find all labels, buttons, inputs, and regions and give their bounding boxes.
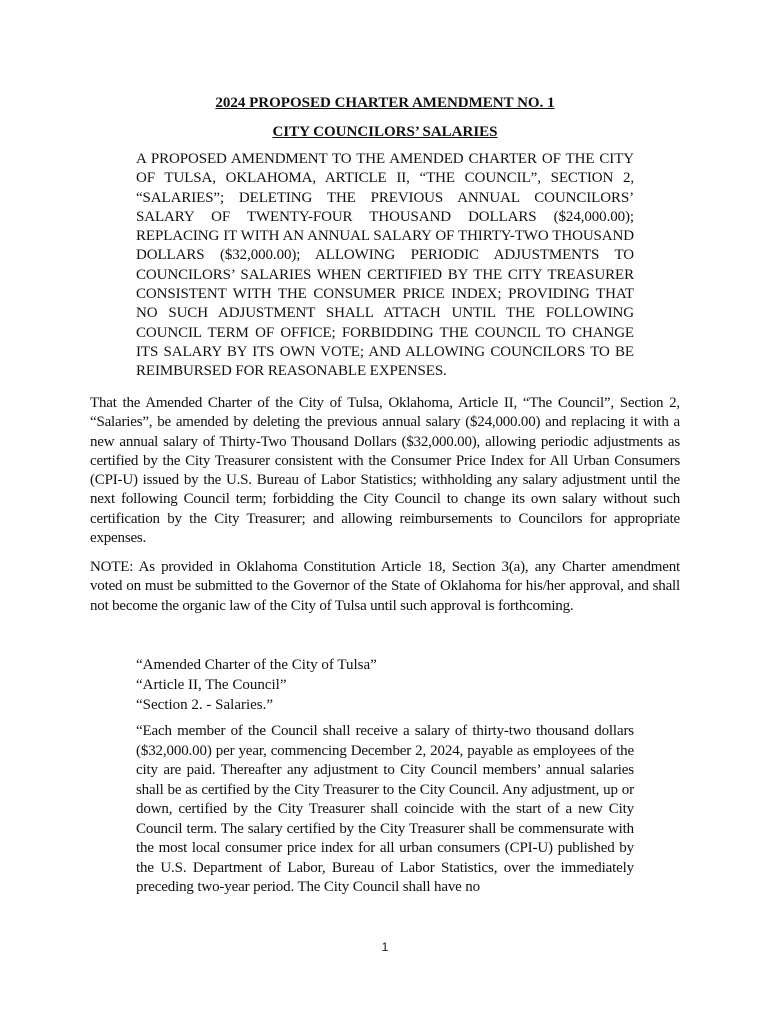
document-title: 2024 PROPOSED CHARTER AMENDMENT NO. 1 xyxy=(215,95,555,111)
quote-heading-charter: “Amended Charter of the City of Tulsa” xyxy=(136,657,377,673)
document-subtitle: CITY COUNCILORS’ SALARIES xyxy=(272,124,498,140)
amendment-summary: A PROPOSED AMENDMENT TO THE AMENDED CHARTER OF THE CITY OF TULSA, OKLAHOMA, ARTICLE II, “THE COUNCIL”, SECTION 2, “SALARIES”; DELETING THE PREVIOUS ANNUAL COUNCILORS’ SALARY OF TWENTY-FOUR THOUSAND DOLLARS ($24,000.00); REPLACING IT WITH AN ANNUAL SALARY OF THIRTY-TWO THOUSAND DOLLARS ($32,000.00); ALLOWING PERIODIC ADJUSTMENTS TO COUNCILORS’ SALARIES WHEN CERTIFIED BY THE CITY TREASURER CONSISTENT WITH THE CONSUMER PRICE INDEX; PROVIDING THAT NO SUCH ADJUSTMENT SHALL ATTACH UNTIL THE FOLLOWING COUNCIL TERM OF OFFICE; FORBIDDING THE COUNCIL TO CHANGE ITS SALARY BY ITS OWN VOTE; AND ALLOWING COUNCILORS TO BE REIMBURSED FOR REASONABLE EXPENSES. xyxy=(136,151,634,380)
quote-heading-section: “Section 2. - Salaries.” xyxy=(136,697,274,713)
quote-heading-article: “Article II, The Council” xyxy=(136,677,287,693)
quoted-section-headings xyxy=(136,655,377,715)
amendment-paragraph: That the Amended Charter of the City of Tulsa, Oklahoma, Article II, “The Council”, Section 2, “Salaries”, be amended by deleting the previous annual salary ($24,000.00) and replacing it with a new annual salary of Thirty-Two Thousand Dollars ($32,000.00), allowing periodic adjustments as certified by the City Treasurer consistent with the Consumer Price Index for All Urban Consumers (CPI-U) issued by the U.S. Bureau of Labor Statistics; withholding any salary adjustment until the next following Council term; forbidding the City Council to change its own salary without such certification by the City Treasurer; and allowing reimbursements to Councilors for appropriate expenses. xyxy=(90,395,680,547)
note-paragraph: NOTE: As provided in Oklahoma Constitution Article 18, Section 3(a), any Charter amendment voted on must be submitted to the Governor of the State of Oklahoma for his/her approval, and shall not become the organic law of the City of Tulsa until such approval is forthcoming. xyxy=(90,559,680,614)
page-number: 1 xyxy=(381,940,389,954)
quoted-section-text: “Each member of the Council shall receive a salary of thirty-two thousand dollars ($32,000.00) per year, commencing December 2, 2024, payable as employees of the city are paid. Thereafter any adjustment to City Council members’ annual salaries shall be as certified by the City Treasurer to the City Council. Any adjustment, up or down, certified by the City Treasurer shall coincide with the start of a new City Council term. The salary certified by the City Treasurer shall be commensurate with the most local consumer price index for all urban consumers (CPI-U) published by the U.S. Department of Labor, Bureau of Labor Statistics, over the immediately preceding two-year period. The City Council shall have no xyxy=(136,723,634,895)
